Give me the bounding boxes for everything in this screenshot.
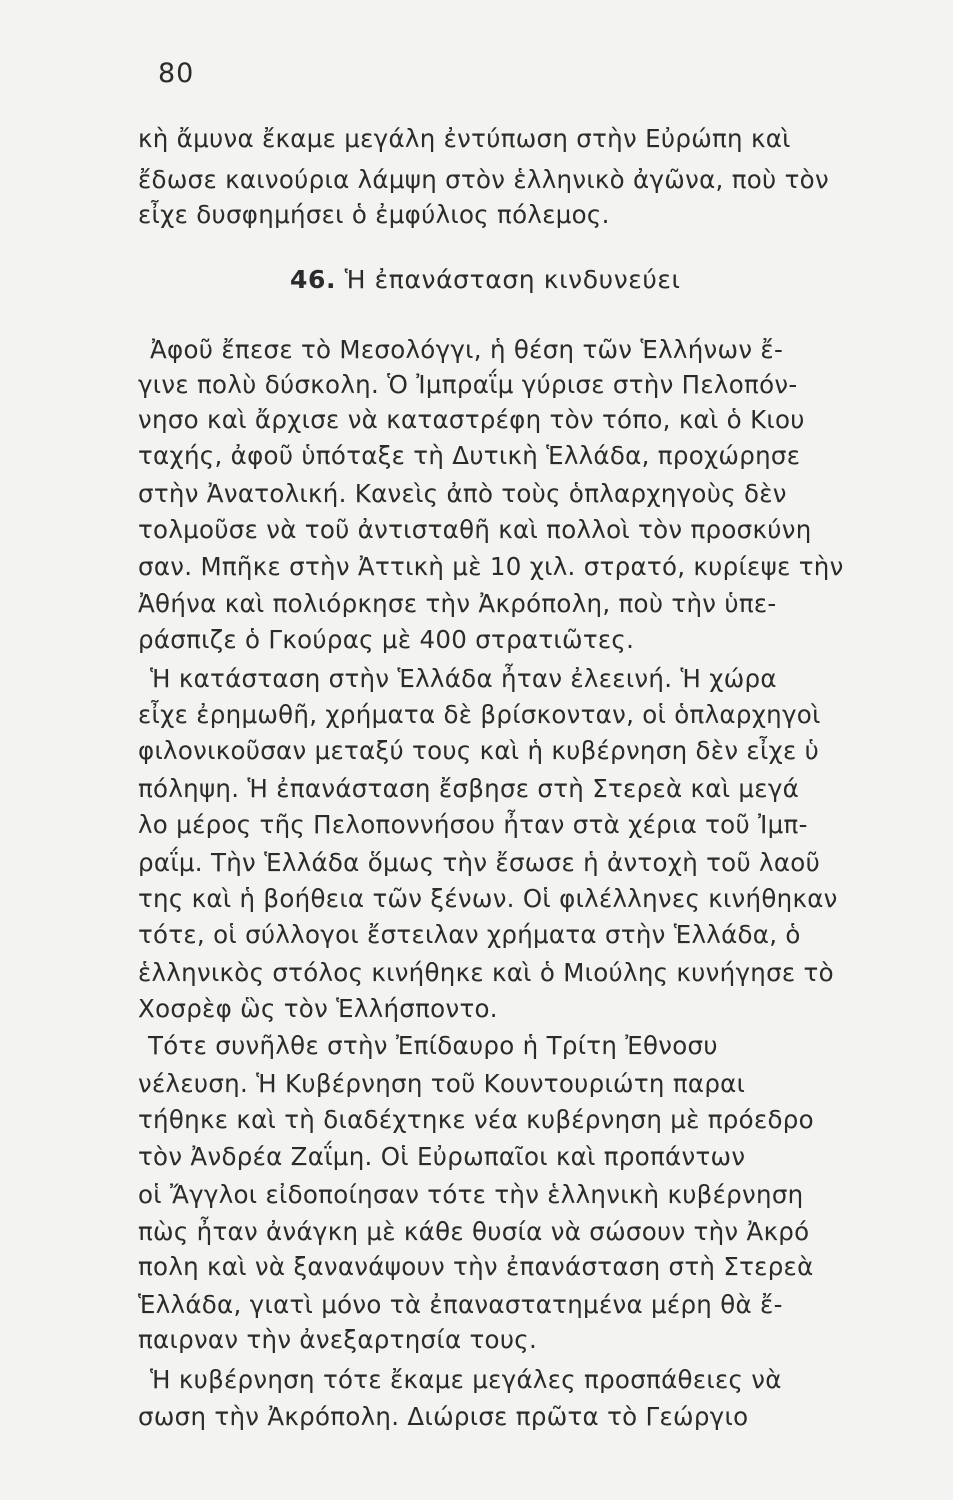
text-line: γινε πολὺ δύσκολη. Ὁ Ἰμπραΐμ γύρισε στὴν Πελοπόν- [138,370,798,399]
text-line: κὴ ἄμυνα ἔκαμε μεγάλη ἐντύπωση στὴν Εὐρώπη καὶ [138,124,791,153]
text-line: ραΐμ. Τὴν Ἑλλάδα ὅμως τὴν ἔσωσε ἡ ἀντοχὴ τοῦ λαοῦ [138,848,821,877]
text-line: ἔδωσε καινούρια λάμψη στὸν ἑλληνικὸ ἀγῶνα, ποὺ τὸν [138,165,829,194]
text-line: Ἀφοῦ ἔπεσε τὸ Μεσολόγγι, ἡ θέση τῶν Ἑλλήνων ἔ- [150,335,784,364]
text-line: της καὶ ἡ βοήθεια τῶν ξένων. Οἱ φιλέλληνες κινήθηκαν [138,884,838,913]
text-line: τολμοῦσε νὰ τοῦ ἀντισταθῆ καὶ πολλοὶ τὸν προσκύνη [138,515,812,544]
text-line: εἶχε δυσφημήσει ὁ ἐμφύλιος πόλεμος. [138,200,610,229]
text-line: τὸν Ἀνδρέα Ζαΐμη. Οἱ Εὐρωπαῖοι καὶ προπάντων [138,1142,746,1171]
text-line: Χοσρὲφ ὣς τὸν Ἑλλήσποντο. [138,994,498,1023]
page-number: 80 [158,58,195,89]
text-line: ἑλληνικὸς στόλος κινήθηκε καὶ ὁ Μιούλης κυνήγησε τὸ [138,958,834,987]
text-line: λο μέρος τῆς Πελοποννήσου ἦταν στὰ χέρια τοῦ Ἰμπ- [138,810,808,839]
text-line: Τότε συνῆλθε στὴν Ἐπίδαυρο ἡ Τρίτη Ἐθνοσυ [148,1031,718,1060]
section-number: 46. [290,265,337,294]
text-line: πὼς ἦταν ἀνάγκη μὲ κάθε θυσία νὰ σώσουν τὴν Ἀκρό [138,1217,810,1246]
text-line: ράσπιζε ὁ Γκούρας μὲ 400 στρατιῶτες. [138,625,635,654]
text-line: Ἑλλάδα, γιατὶ μόνο τὰ ἐπαναστατημένα μέρη θὰ ἔ- [138,1290,783,1319]
text-line: τότε, οἱ σύλλογοι ἔστειλαν χρήματα στὴν Ἑλλάδα, ὁ [138,920,801,949]
text-line: Ἡ κατάσταση στὴν Ἑλλάδα ἦταν ἐλεεινή. Ἡ χώρα [150,664,777,693]
text-line: νησο καὶ ἄρχισε νὰ καταστρέφη τὸν τόπο, καὶ ὁ Κιου [138,405,805,434]
text-line: οἱ Ἄγγλοι εἰδοποίησαν τότε τὴν ἑλληνικὴ κυβέρνηση [138,1180,804,1209]
section-title: Ἡ ἐπανάσταση κινδυνεύει [344,265,681,294]
text-line: σωση τὴν Ἀκρόπολη. Διώρισε πρῶτα τὸ Γεώργιο [138,1402,749,1431]
text-line: στὴν Ἀνατολική. Κανεὶς ἀπὸ τοὺς ὁπλαρχηγοὺς δὲν [138,479,787,508]
text-line: τήθηκε καὶ τὴ διαδέχτηκε νέα κυβέρνηση μὲ πρόεδρο [138,1105,814,1134]
text-line: φιλονικοῦσαν μεταξύ τους καὶ ἡ κυβέρνηση δὲν εἶχε ὑ [138,736,820,765]
text-line: Ἀθήνα καὶ πολιόρκησε τὴν Ἀκρόπολη, ποὺ τὴν ὑπε- [138,589,777,618]
text-line: πολη καὶ νὰ ξανανάψουν τὴν ἐπανάσταση στὴ Στερεὰ [138,1252,814,1281]
section-heading [290,265,681,294]
text-line: ταχής, ἀφοῦ ὑπόταξε τὴ Δυτικὴ Ἑλλάδα, προχώρησε [138,441,801,470]
text-line: νέλευση. Ἡ Κυβέρνηση τοῦ Κουντουριώτη παραι [138,1069,746,1098]
text-line: σαν. Μπῆκε στὴν Ἀττικὴ μὲ 10 χιλ. στρατό, κυρίεψε τὴν [138,552,844,581]
text-line: εἶχε ἐρημωθῆ, χρήματα δὲ βρίσκονταν, οἱ ὁπλαρχηγοὶ [138,700,821,729]
text-line: πόληψη. Ἡ ἐπανάσταση ἔσβησε στὴ Στερεὰ καὶ μεγά [138,774,800,803]
text-line: παιρναν τὴν ἀνεξαρτησία τους. [138,1325,538,1354]
text-line: Ἡ κυβέρνηση τότε ἔκαμε μεγάλες προσπάθειες νὰ [150,1365,782,1394]
